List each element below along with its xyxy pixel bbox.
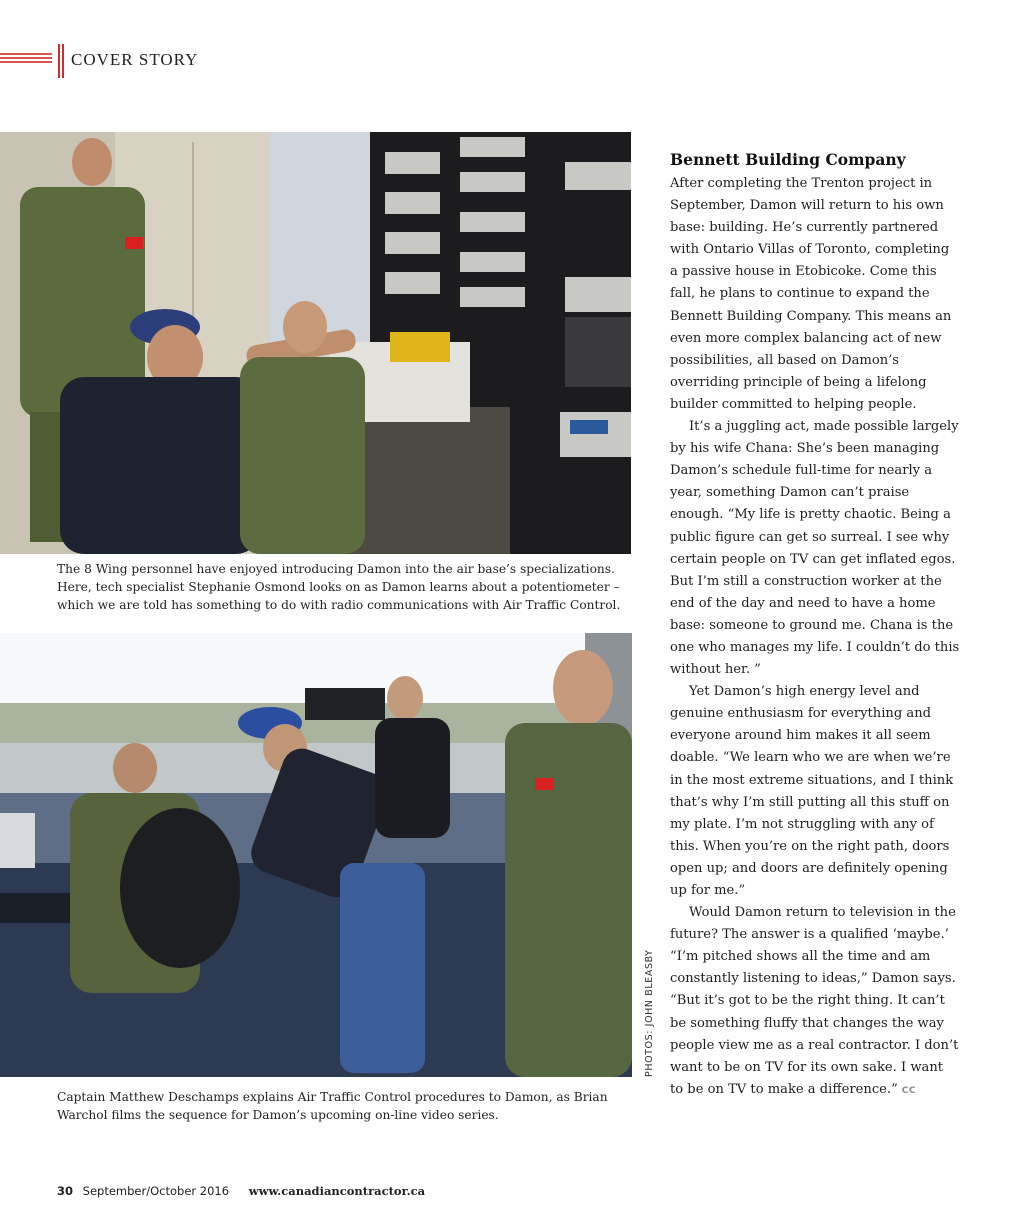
article-subhead: Bennett Building Company — [670, 150, 906, 169]
photo2-caption: Captain Matthew Deschamps explains Air Traffic Control procedures to Damon, as Brian Warchol films the sequence for Damon’s upcoming on-line video series. — [57, 1090, 608, 1122]
article-paragraph: After completing the Trenton project in September, Damon will return to his own base: building. He’s currently partnered with Ontario Villas of Toronto, completing a passive house in Etobicoke. Come this fall, he plans to continue to expand the Bennett Building Company. This means an even more complex balancing act of new possibilities, all based on Damon’s overriding principle of being a lifelong builder committed to helping people. — [670, 176, 952, 412]
article-paragraph: Yet Damon’s high energy level and genuine enthusiasm for everything and everyone around him makes it all seem doable. “We learn who we are when we’re in the most extreme situations, and I think that’s why I’m still putting all this stuff on my plate. I’m not struggling with any of this. When you’re on the right path, doors open up; and doors are definitely opening up for me.” — [670, 684, 954, 898]
photo1-caption: The 8 Wing personnel have enjoyed introducing Damon into the air base’s specializations. Here, tech specialist Stephanie Osmond looks on as Damon learns about a potentiometer – which we are told has something to do with radio communications with Air Traffic Control. — [57, 562, 621, 612]
photo-credit: PHOTOS: JOHN BLEASBY — [644, 949, 655, 1077]
article-paragraph-text: Would Damon return to television in the future? The answer is a qualified ‘maybe.’ “I’m pitched shows all the time and am constantly listening to ideas,” Damon says. “But it’s got to be the right thing. It can’t be something fluffy that changes the way people view me as a real contractor. I don’t want to be on TV for its own sake. I want to be on TV to make a difference.” — [670, 905, 959, 1097]
article-paragraph-last — [670, 902, 960, 1102]
website-url[interactable]: www.canadiancontractor.ca — [248, 1184, 426, 1198]
header-vertical-bars — [58, 44, 66, 78]
page-number: 30 — [57, 1184, 74, 1198]
end-mark: CC — [901, 1085, 916, 1096]
article-column — [670, 150, 960, 1102]
photo-air-traffic-control — [0, 633, 632, 1077]
section-label: COVER STORY — [71, 50, 199, 69]
photo-technician-lab — [0, 132, 631, 554]
issue-date: September/October 2016 — [82, 1184, 230, 1198]
header-rule-lines — [0, 53, 52, 67]
article-paragraph: It’s a juggling act, made possible largely by his wife Chana: She’s been managing Damon’s schedule full-time for nearly a year, something Damon can’t praise enough. “My life is pretty chaotic. Being a public figure can get so surreal. I see why certain people on TV can get inflated egos. But I’m still a construction worker at the end of the day and need to have a home base: someone to ground me. Chana is the one who manages my life. I couldn’t do this without her. ” — [670, 419, 960, 678]
page-footer — [57, 1184, 425, 1198]
